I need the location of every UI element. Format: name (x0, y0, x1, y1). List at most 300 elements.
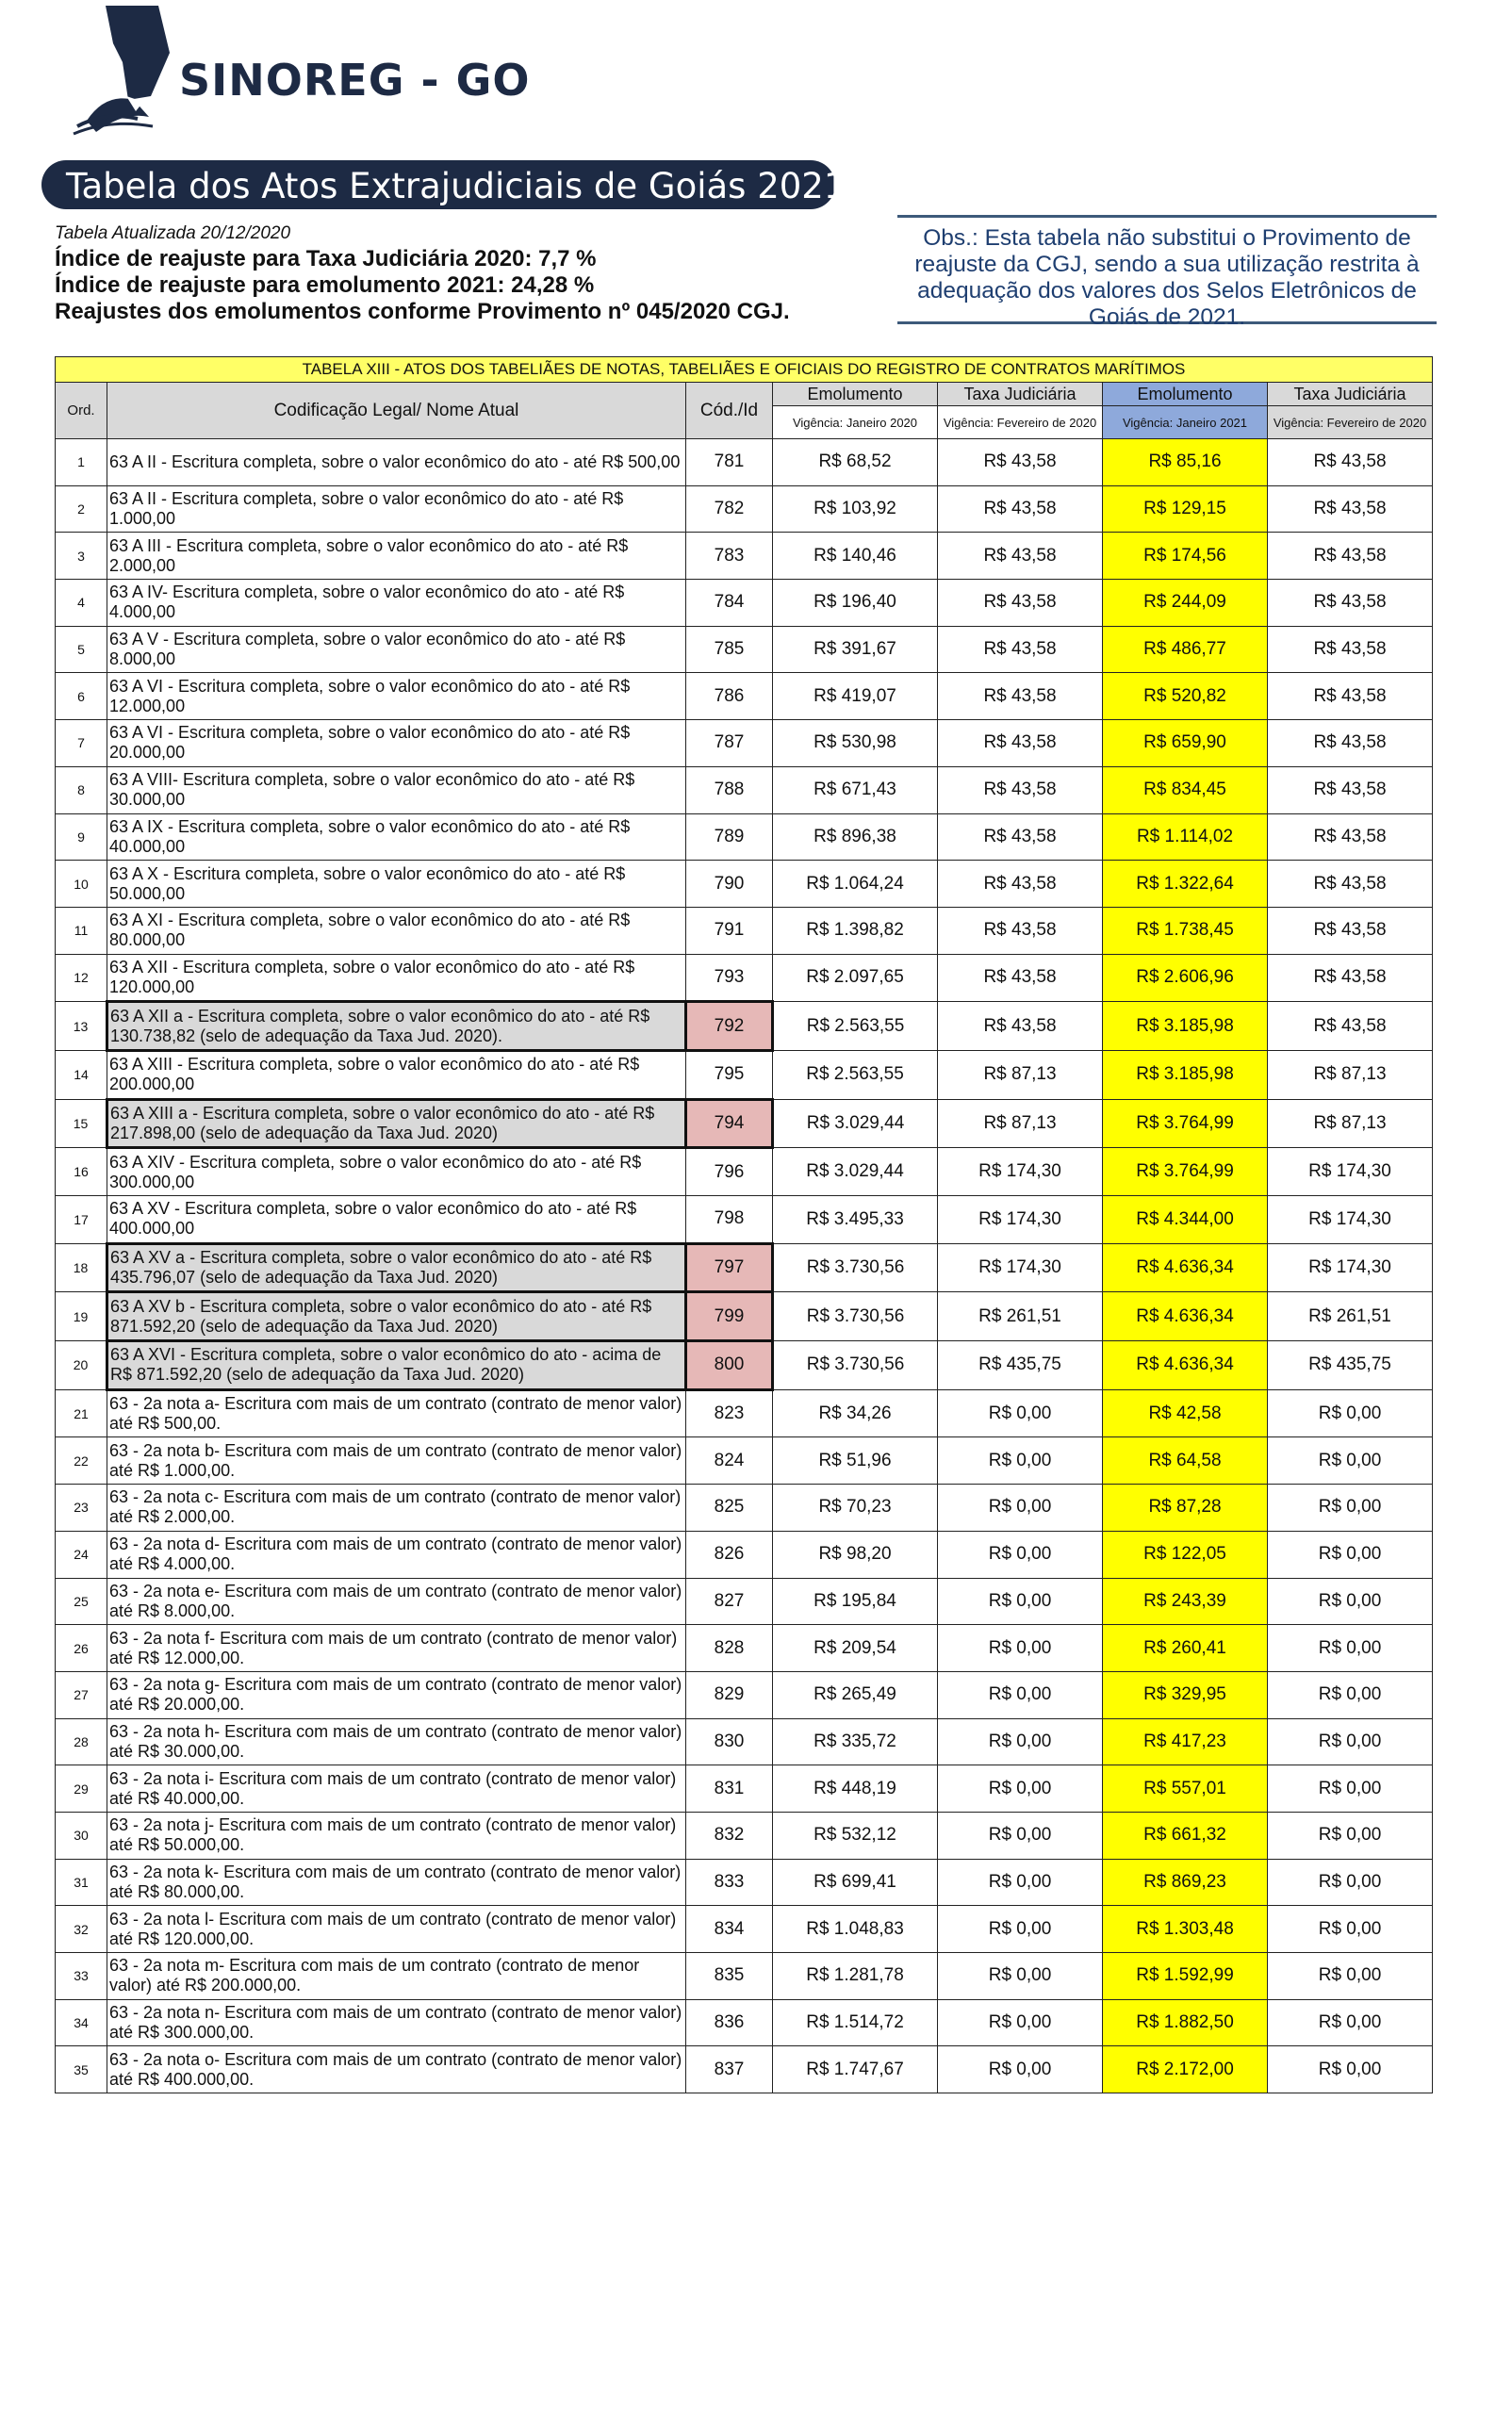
row-emolumento-2021: R$ 3.764,99 (1103, 1148, 1268, 1196)
table-row (56, 1578, 1433, 1625)
row-ord: 7 (56, 720, 107, 767)
row-taxa-2021: R$ 43,58 (1268, 533, 1433, 580)
row-taxa-2021: R$ 174,30 (1268, 1243, 1433, 1292)
row-emolumento-2021: R$ 122,05 (1103, 1531, 1268, 1578)
row-emolumento-2020: R$ 1.281,78 (773, 1953, 938, 2000)
table-caption-row (56, 357, 1433, 383)
row-emolumento-2021: R$ 486,77 (1103, 626, 1268, 673)
row-emolumento-2020: R$ 68,52 (773, 439, 938, 486)
row-emolumento-2020: R$ 448,19 (773, 1765, 938, 1813)
row-emolumento-2021: R$ 1.322,64 (1103, 861, 1268, 908)
row-description: 63 A XIII a - Escritura completa, sobre o valor econômico do ato - até R$ 217.898,00 (selo de adequação da Taxa Jud. 2020) (107, 1099, 686, 1148)
row-description: 63 - 2a nota a- Escritura com mais de um contrato (contrato de menor valor) até R$ 500,00. (107, 1389, 686, 1437)
row-emolumento-2020: R$ 2.097,65 (773, 954, 938, 1002)
row-code: 788 (686, 766, 773, 813)
row-emolumento-2020: R$ 196,40 (773, 580, 938, 627)
table-row (56, 533, 1433, 580)
row-taxa-2021: R$ 43,58 (1268, 954, 1433, 1002)
row-taxa-2021: R$ 43,58 (1268, 439, 1433, 486)
row-emolumento-2020: R$ 530,98 (773, 720, 938, 767)
row-ord: 16 (56, 1148, 107, 1196)
table-row (56, 813, 1433, 861)
table-row (56, 1050, 1433, 1099)
row-ord: 12 (56, 954, 107, 1002)
row-description: 63 A XV a - Escritura completa, sobre o valor econômico do ato - até R$ 435.796,07 (selo de adequação da Taxa Jud. 2020) (107, 1243, 686, 1292)
row-emolumento-2020: R$ 3.730,56 (773, 1292, 938, 1341)
row-description: 63 A X - Escritura completa, sobre o valor econômico do ato - até R$ 50.000,00 (107, 861, 686, 908)
row-taxa-2020: R$ 43,58 (938, 861, 1103, 908)
row-emolumento-2021: R$ 520,82 (1103, 673, 1268, 720)
row-ord: 13 (56, 1002, 107, 1051)
row-taxa-2020: R$ 0,00 (938, 1812, 1103, 1859)
row-emolumento-2021: R$ 1.738,45 (1103, 907, 1268, 954)
info-block (55, 224, 790, 327)
row-code: 824 (686, 1437, 773, 1485)
row-emolumento-2020: R$ 1.747,67 (773, 2046, 938, 2093)
row-emolumento-2020: R$ 896,38 (773, 813, 938, 861)
row-taxa-2020: R$ 174,30 (938, 1243, 1103, 1292)
row-taxa-2021: R$ 43,58 (1268, 720, 1433, 767)
row-ord: 11 (56, 907, 107, 954)
row-taxa-2020: R$ 43,58 (938, 907, 1103, 954)
row-description: 63 A XI - Escritura completa, sobre o valor econômico do ato - até R$ 80.000,00 (107, 907, 686, 954)
table-row (56, 1812, 1433, 1859)
row-taxa-2020: R$ 43,58 (938, 720, 1103, 767)
row-emolumento-2020: R$ 2.563,55 (773, 1050, 938, 1099)
table-row (56, 1002, 1433, 1051)
row-taxa-2021: R$ 0,00 (1268, 1812, 1433, 1859)
row-emolumento-2020: R$ 1.064,24 (773, 861, 938, 908)
table-row (56, 1859, 1433, 1906)
row-taxa-2021: R$ 0,00 (1268, 1578, 1433, 1625)
row-code: 833 (686, 1859, 773, 1906)
row-code: 828 (686, 1625, 773, 1672)
row-code: 790 (686, 861, 773, 908)
row-code: 829 (686, 1671, 773, 1718)
table-row (56, 1718, 1433, 1765)
header-vig-emol-2020: Vigência: Janeiro 2020 (773, 406, 938, 439)
row-ord: 2 (56, 485, 107, 533)
row-emolumento-2020: R$ 3.730,56 (773, 1243, 938, 1292)
row-emolumento-2021: R$ 4.636,34 (1103, 1243, 1268, 1292)
row-emolumento-2021: R$ 834,45 (1103, 766, 1268, 813)
row-code: 836 (686, 1999, 773, 2046)
row-emolumento-2020: R$ 1.048,83 (773, 1906, 938, 1953)
row-emolumento-2021: R$ 2.172,00 (1103, 2046, 1268, 2093)
row-emolumento-2020: R$ 3.029,44 (773, 1099, 938, 1148)
row-taxa-2020: R$ 261,51 (938, 1292, 1103, 1341)
row-taxa-2020: R$ 0,00 (938, 1953, 1103, 2000)
row-description: 63 - 2a nota e- Escritura com mais de um contrato (contrato de menor valor) até R$ 8.000,00. (107, 1578, 686, 1625)
row-taxa-2020: R$ 0,00 (938, 1485, 1103, 1532)
table-row (56, 1953, 1433, 2000)
row-taxa-2021: R$ 0,00 (1268, 1437, 1433, 1485)
row-emolumento-2021: R$ 1.114,02 (1103, 813, 1268, 861)
row-description: 63 - 2a nota b- Escritura com mais de um contrato (contrato de menor valor) até R$ 1.000,00. (107, 1437, 686, 1485)
row-emolumento-2021: R$ 659,90 (1103, 720, 1268, 767)
row-taxa-2020: R$ 174,30 (938, 1196, 1103, 1244)
row-code: 831 (686, 1765, 773, 1813)
row-taxa-2020: R$ 43,58 (938, 954, 1103, 1002)
row-description: 63 - 2a nota k- Escritura com mais de um contrato (contrato de menor valor) até R$ 80.000,00. (107, 1859, 686, 1906)
row-taxa-2020: R$ 0,00 (938, 1625, 1103, 1672)
row-taxa-2020: R$ 43,58 (938, 533, 1103, 580)
header-vig-taxa-2021: Vigência: Fevereiro de 2020 (1268, 406, 1433, 439)
table-row (56, 2046, 1433, 2093)
row-taxa-2020: R$ 0,00 (938, 1906, 1103, 1953)
table-row (56, 1906, 1433, 1953)
row-taxa-2021: R$ 43,58 (1268, 626, 1433, 673)
row-emolumento-2021: R$ 4.344,00 (1103, 1196, 1268, 1244)
table-row (56, 1531, 1433, 1578)
row-emolumento-2021: R$ 4.636,34 (1103, 1292, 1268, 1341)
table-row (56, 673, 1433, 720)
row-taxa-2021: R$ 43,58 (1268, 813, 1433, 861)
row-description: 63 A II - Escritura completa, sobre o valor econômico do ato - até R$ 1.000,00 (107, 485, 686, 533)
row-description: 63 A II - Escritura completa, sobre o valor econômico do ato - até R$ 500,00 (107, 439, 686, 486)
row-code: 799 (686, 1292, 773, 1341)
row-emolumento-2020: R$ 1.514,72 (773, 1999, 938, 2046)
row-description: 63 A VIII- Escritura completa, sobre o valor econômico do ato - até R$ 30.000,00 (107, 766, 686, 813)
row-taxa-2021: R$ 43,58 (1268, 485, 1433, 533)
table-row (56, 861, 1433, 908)
row-description: 63 A XV - Escritura completa, sobre o valor econômico do ato - até R$ 400.000,00 (107, 1196, 686, 1244)
row-taxa-2020: R$ 0,00 (938, 2046, 1103, 2093)
row-ord: 26 (56, 1625, 107, 1672)
header-taxa-2020: Taxa Judiciária (938, 383, 1103, 406)
table-row (56, 907, 1433, 954)
row-description: 63 A XV b - Escritura completa, sobre o valor econômico do ato - até R$ 871.592,20 (selo de adequação da Taxa Jud. 2020) (107, 1292, 686, 1341)
row-taxa-2021: R$ 43,58 (1268, 861, 1433, 908)
row-ord: 21 (56, 1389, 107, 1437)
row-emolumento-2020: R$ 98,20 (773, 1531, 938, 1578)
row-ord: 20 (56, 1341, 107, 1390)
row-emolumento-2021: R$ 243,39 (1103, 1578, 1268, 1625)
row-ord: 15 (56, 1099, 107, 1148)
row-ord: 18 (56, 1243, 107, 1292)
row-ord: 34 (56, 1999, 107, 2046)
row-taxa-2021: R$ 87,13 (1268, 1099, 1433, 1148)
row-emolumento-2021: R$ 1.303,48 (1103, 1906, 1268, 1953)
row-taxa-2021: R$ 0,00 (1268, 1718, 1433, 1765)
row-description: 63 A XIV - Escritura completa, sobre o valor econômico do ato - até R$ 300.000,00 (107, 1148, 686, 1196)
row-emolumento-2021: R$ 1.882,50 (1103, 1999, 1268, 2046)
row-emolumento-2020: R$ 34,26 (773, 1389, 938, 1437)
row-emolumento-2020: R$ 532,12 (773, 1812, 938, 1859)
row-taxa-2021: R$ 0,00 (1268, 1531, 1433, 1578)
row-emolumento-2020: R$ 699,41 (773, 1859, 938, 1906)
row-taxa-2020: R$ 0,00 (938, 1671, 1103, 1718)
row-emolumento-2021: R$ 3.185,98 (1103, 1050, 1268, 1099)
row-code: 796 (686, 1148, 773, 1196)
row-emolumento-2020: R$ 2.563,55 (773, 1002, 938, 1051)
row-emolumento-2021: R$ 557,01 (1103, 1765, 1268, 1813)
row-code: 798 (686, 1196, 773, 1244)
row-emolumento-2020: R$ 209,54 (773, 1625, 938, 1672)
row-taxa-2021: R$ 43,58 (1268, 766, 1433, 813)
row-taxa-2021: R$ 435,75 (1268, 1341, 1433, 1390)
row-emolumento-2021: R$ 329,95 (1103, 1671, 1268, 1718)
row-emolumento-2021: R$ 129,15 (1103, 485, 1268, 533)
row-taxa-2021: R$ 0,00 (1268, 1999, 1433, 2046)
row-code: 797 (686, 1243, 773, 1292)
header-desc: Codificação Legal/ Nome Atual (107, 383, 686, 439)
brand-name: SINOREG - GO (179, 55, 531, 106)
table-row (56, 580, 1433, 627)
table-row (56, 1196, 1433, 1244)
row-taxa-2020: R$ 0,00 (938, 1578, 1103, 1625)
row-taxa-2021: R$ 0,00 (1268, 1389, 1433, 1437)
row-code: 786 (686, 673, 773, 720)
row-code: 835 (686, 1953, 773, 2000)
row-code: 784 (686, 580, 773, 627)
row-description: 63 - 2a nota n- Escritura com mais de um contrato (contrato de menor valor) até R$ 300.000,00. (107, 1999, 686, 2046)
row-emolumento-2021: R$ 3.764,99 (1103, 1099, 1268, 1148)
row-taxa-2021: R$ 261,51 (1268, 1292, 1433, 1341)
table-row (56, 954, 1433, 1002)
row-ord: 10 (56, 861, 107, 908)
row-ord: 8 (56, 766, 107, 813)
row-emolumento-2021: R$ 64,58 (1103, 1437, 1268, 1485)
table-row (56, 1341, 1433, 1390)
row-taxa-2021: R$ 43,58 (1268, 1002, 1433, 1051)
table-row (56, 1292, 1433, 1341)
row-code: 823 (686, 1389, 773, 1437)
row-taxa-2020: R$ 43,58 (938, 813, 1103, 861)
row-taxa-2020: R$ 0,00 (938, 1531, 1103, 1578)
row-ord: 19 (56, 1292, 107, 1341)
row-emolumento-2021: R$ 4.636,34 (1103, 1341, 1268, 1390)
row-emolumento-2021: R$ 174,56 (1103, 533, 1268, 580)
row-taxa-2020: R$ 43,58 (938, 439, 1103, 486)
table-row (56, 1625, 1433, 1672)
row-description: 63 A XII - Escritura completa, sobre o valor econômico do ato - até R$ 120.000,00 (107, 954, 686, 1002)
header-ord: Ord. (56, 383, 107, 439)
row-ord: 14 (56, 1050, 107, 1099)
row-code: 785 (686, 626, 773, 673)
row-ord: 24 (56, 1531, 107, 1578)
row-code: 787 (686, 720, 773, 767)
row-ord: 32 (56, 1906, 107, 1953)
table-row (56, 1099, 1433, 1148)
row-taxa-2020: R$ 0,00 (938, 1718, 1103, 1765)
row-code: 781 (686, 439, 773, 486)
row-emolumento-2020: R$ 51,96 (773, 1437, 938, 1485)
row-description: 63 - 2a nota m- Escritura com mais de um contrato (contrato de menor valor) até R$ 200.000,00. (107, 1953, 686, 2000)
row-emolumento-2021: R$ 87,28 (1103, 1485, 1268, 1532)
table-row (56, 1389, 1433, 1437)
row-taxa-2021: R$ 0,00 (1268, 1671, 1433, 1718)
row-taxa-2020: R$ 0,00 (938, 1859, 1103, 1906)
row-taxa-2020: R$ 87,13 (938, 1099, 1103, 1148)
row-ord: 23 (56, 1485, 107, 1532)
row-description: 63 - 2a nota f- Escritura com mais de um contrato (contrato de menor valor) até R$ 12.000,00. (107, 1625, 686, 1672)
row-taxa-2021: R$ 174,30 (1268, 1148, 1433, 1196)
row-description: 63 A IX - Escritura completa, sobre o valor econômico do ato - até R$ 40.000,00 (107, 813, 686, 861)
row-taxa-2021: R$ 87,13 (1268, 1050, 1433, 1099)
row-code: 789 (686, 813, 773, 861)
row-emolumento-2021: R$ 1.592,99 (1103, 1953, 1268, 2000)
row-taxa-2021: R$ 0,00 (1268, 1625, 1433, 1672)
table-row (56, 485, 1433, 533)
row-taxa-2021: R$ 43,58 (1268, 673, 1433, 720)
row-taxa-2021: R$ 43,58 (1268, 580, 1433, 627)
row-code: 782 (686, 485, 773, 533)
row-taxa-2020: R$ 0,00 (938, 1437, 1103, 1485)
row-ord: 3 (56, 533, 107, 580)
row-code: 826 (686, 1531, 773, 1578)
table-row (56, 439, 1433, 486)
row-emolumento-2021: R$ 85,16 (1103, 439, 1268, 486)
row-ord: 6 (56, 673, 107, 720)
row-taxa-2021: R$ 0,00 (1268, 1485, 1433, 1532)
row-description: 63 - 2a nota h- Escritura com mais de um contrato (contrato de menor valor) até R$ 30.000,00. (107, 1718, 686, 1765)
row-code: 783 (686, 533, 773, 580)
header-emol-2021: Emolumento (1103, 383, 1268, 406)
row-ord: 1 (56, 439, 107, 486)
table-caption: TABELA XIII - ATOS DOS TABELIÃES DE NOTAS, TABELIÃES E OFICIAIS DO REGISTRO DE CONTRATOS MARÍTIMOS (56, 357, 1433, 383)
observation-box (897, 215, 1437, 330)
updated-date: Tabela Atualizada 20/12/2020 (55, 223, 291, 243)
row-code: 800 (686, 1341, 773, 1390)
row-code: 825 (686, 1485, 773, 1532)
row-ord: 5 (56, 626, 107, 673)
table-row (56, 766, 1433, 813)
table-row (56, 1437, 1433, 1485)
row-emolumento-2020: R$ 3.495,33 (773, 1196, 938, 1244)
header-cod: Cód./Id (686, 383, 773, 439)
row-code: 834 (686, 1906, 773, 1953)
row-taxa-2020: R$ 435,75 (938, 1341, 1103, 1390)
row-taxa-2020: R$ 43,58 (938, 673, 1103, 720)
row-description: 63 A XII a - Escritura completa, sobre o valor econômico do ato - até R$ 130.738,82 (selo de adequação da Taxa Jud. 2020). (107, 1002, 686, 1051)
row-code: 830 (686, 1718, 773, 1765)
row-description: 63 - 2a nota g- Escritura com mais de um contrato (contrato de menor valor) até R$ 20.000,00. (107, 1671, 686, 1718)
row-emolumento-2021: R$ 260,41 (1103, 1625, 1268, 1672)
row-description: 63 A XIII - Escritura completa, sobre o valor econômico do ato - até R$ 200.000,00 (107, 1050, 686, 1099)
row-ord: 35 (56, 2046, 107, 2093)
table-row (56, 1765, 1433, 1813)
row-ord: 9 (56, 813, 107, 861)
row-emolumento-2021: R$ 244,09 (1103, 580, 1268, 627)
row-ord: 33 (56, 1953, 107, 2000)
row-code: 793 (686, 954, 773, 1002)
row-emolumento-2020: R$ 419,07 (773, 673, 938, 720)
row-description: 63 A V - Escritura completa, sobre o valor econômico do ato - até R$ 8.000,00 (107, 626, 686, 673)
table-row (56, 720, 1433, 767)
table-row (56, 1999, 1433, 2046)
header-taxa-2021: Taxa Judiciária (1268, 383, 1433, 406)
row-taxa-2020: R$ 43,58 (938, 626, 1103, 673)
row-emolumento-2020: R$ 3.029,44 (773, 1148, 938, 1196)
row-ord: 28 (56, 1718, 107, 1765)
row-taxa-2020: R$ 0,00 (938, 1765, 1103, 1813)
row-taxa-2020: R$ 43,58 (938, 580, 1103, 627)
row-code: 794 (686, 1099, 773, 1148)
row-ord: 25 (56, 1578, 107, 1625)
row-emolumento-2021: R$ 2.606,96 (1103, 954, 1268, 1002)
page-title: Tabela dos Atos Extrajudiciais de Goiás 2021 (66, 166, 846, 206)
row-code: 791 (686, 907, 773, 954)
row-ord: 29 (56, 1765, 107, 1813)
row-taxa-2021: R$ 0,00 (1268, 1859, 1433, 1906)
row-ord: 27 (56, 1671, 107, 1718)
row-emolumento-2020: R$ 265,49 (773, 1671, 938, 1718)
row-code: 827 (686, 1578, 773, 1625)
row-emolumento-2021: R$ 42,58 (1103, 1389, 1268, 1437)
row-code: 832 (686, 1812, 773, 1859)
row-ord: 17 (56, 1196, 107, 1244)
row-taxa-2021: R$ 43,58 (1268, 907, 1433, 954)
table-row (56, 626, 1433, 673)
row-code: 837 (686, 2046, 773, 2093)
row-ord: 22 (56, 1437, 107, 1485)
row-description: 63 A VI - Escritura completa, sobre o valor econômico do ato - até R$ 12.000,00 (107, 673, 686, 720)
row-description: 63 - 2a nota i- Escritura com mais de um contrato (contrato de menor valor) até R$ 40.000,00. (107, 1765, 686, 1813)
sinoreg-logo (68, 6, 190, 138)
row-ord: 4 (56, 580, 107, 627)
row-emolumento-2020: R$ 3.730,56 (773, 1341, 938, 1390)
row-emolumento-2020: R$ 671,43 (773, 766, 938, 813)
emolument-index-line: Índice de reajuste para emolumento 2021: 24,28 % (55, 272, 595, 298)
row-code: 795 (686, 1050, 773, 1099)
table-row (56, 1243, 1433, 1292)
row-taxa-2021: R$ 174,30 (1268, 1196, 1433, 1244)
provision-line: Reajustes dos emolumentos conforme Provimento nº 045/2020 CGJ. (55, 299, 790, 324)
row-code: 792 (686, 1002, 773, 1051)
row-emolumento-2020: R$ 140,46 (773, 533, 938, 580)
row-taxa-2020: R$ 0,00 (938, 1999, 1103, 2046)
observation-text: Obs.: Esta tabela não substitui o Provimento de reajuste da CGJ, sendo a sua utilização restrita à adequação dos valores dos Selos Eletrônicos de Goiás de 2021. (914, 225, 1420, 330)
header-row-1 (56, 383, 1433, 406)
row-taxa-2020: R$ 43,58 (938, 1002, 1103, 1051)
row-emolumento-2020: R$ 195,84 (773, 1578, 938, 1625)
row-description: 63 A VI - Escritura completa, sobre o valor econômico do ato - até R$ 20.000,00 (107, 720, 686, 767)
row-emolumento-2020: R$ 70,23 (773, 1485, 938, 1532)
table-row (56, 1148, 1433, 1196)
row-emolumento-2020: R$ 391,67 (773, 626, 938, 673)
row-taxa-2021: R$ 0,00 (1268, 1953, 1433, 2000)
title-banner (41, 160, 846, 209)
row-emolumento-2021: R$ 417,23 (1103, 1718, 1268, 1765)
row-taxa-2021: R$ 0,00 (1268, 1765, 1433, 1813)
row-taxa-2020: R$ 87,13 (938, 1050, 1103, 1099)
row-description: 63 - 2a nota o- Escritura com mais de um contrato (contrato de menor valor) até R$ 400.000,00. (107, 2046, 686, 2093)
row-taxa-2020: R$ 43,58 (938, 766, 1103, 813)
row-emolumento-2021: R$ 869,23 (1103, 1859, 1268, 1906)
row-description: 63 - 2a nota c- Escritura com mais de um contrato (contrato de menor valor) até R$ 2.000,00. (107, 1485, 686, 1532)
row-ord: 31 (56, 1859, 107, 1906)
fees-table (55, 356, 1433, 2093)
row-emolumento-2020: R$ 103,92 (773, 485, 938, 533)
row-emolumento-2020: R$ 335,72 (773, 1718, 938, 1765)
row-emolumento-2020: R$ 1.398,82 (773, 907, 938, 954)
row-description: 63 A XVI - Escritura completa, sobre o valor econômico do ato - acima de R$ 871.592,20 (selo de adequação da Taxa Jud. 2020) (107, 1341, 686, 1390)
row-emolumento-2021: R$ 3.185,98 (1103, 1002, 1268, 1051)
row-description: 63 A III - Escritura completa, sobre o valor econômico do ato - até R$ 2.000,00 (107, 533, 686, 580)
tax-index-line: Índice de reajuste para Taxa Judiciária 2020: 7,7 % (55, 246, 597, 271)
row-description: 63 - 2a nota j- Escritura com mais de um contrato (contrato de menor valor) até R$ 50.000,00. (107, 1812, 686, 1859)
table-row (56, 1485, 1433, 1532)
row-taxa-2020: R$ 43,58 (938, 485, 1103, 533)
row-description: 63 A IV- Escritura completa, sobre o valor econômico do ato - até R$ 4.000,00 (107, 580, 686, 627)
row-taxa-2021: R$ 0,00 (1268, 2046, 1433, 2093)
header-vig-taxa-2020: Vigência: Fevereiro de 2020 (938, 406, 1103, 439)
table-row (56, 1671, 1433, 1718)
row-taxa-2020: R$ 174,30 (938, 1148, 1103, 1196)
row-ord: 30 (56, 1812, 107, 1859)
row-description: 63 - 2a nota d- Escritura com mais de um contrato (contrato de menor valor) até R$ 4.000,00. (107, 1531, 686, 1578)
